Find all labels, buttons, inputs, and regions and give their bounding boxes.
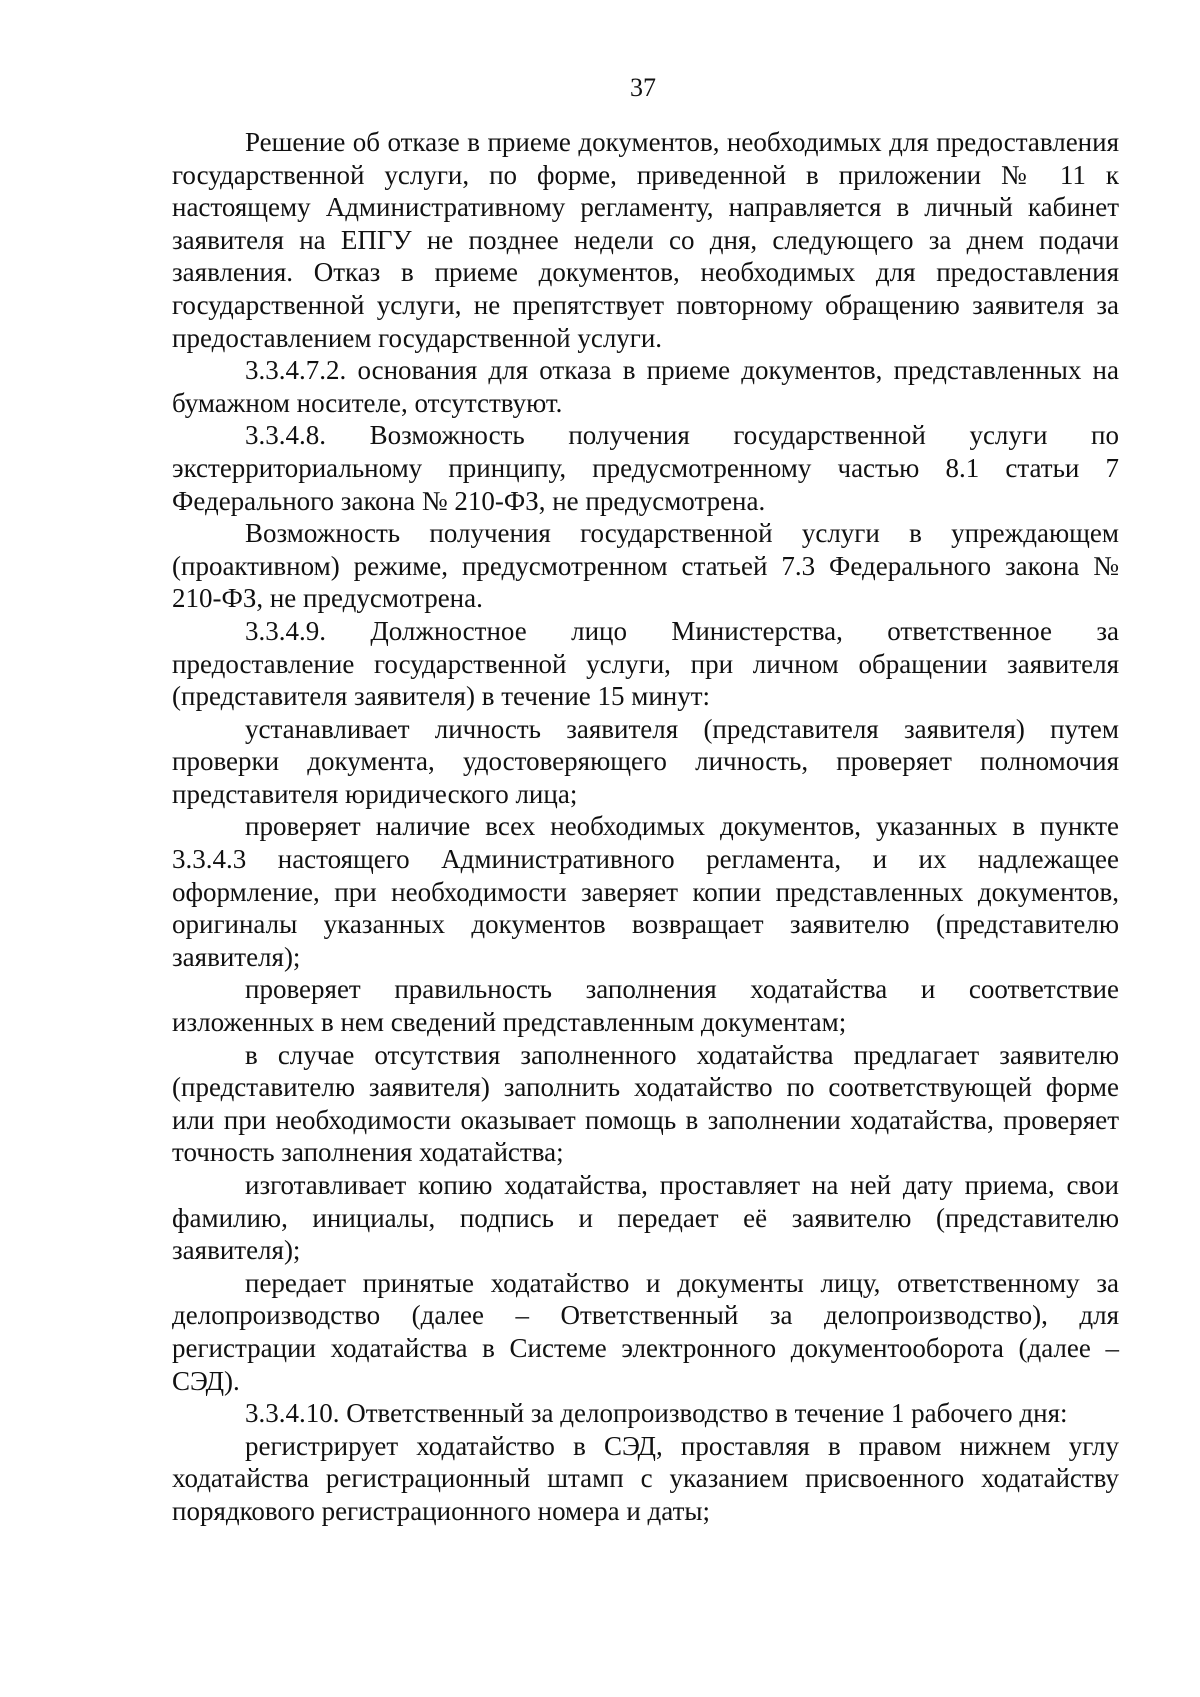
- paragraph-registration: регистрирует ходатайство в СЭД, проставляя в правом нижнем углу ходатайства регистрационный штамп с указанием присвоенного ходатайству порядкового регистрационного номера и даты;: [172, 1430, 1119, 1526]
- paragraph-identity-check: устанавливает личность заявителя (представителя заявителя) путем проверки документа, удостоверяющего личность, проверяет полномочия представителя юридического лица;: [172, 713, 1119, 809]
- document-body: [172, 126, 1119, 1528]
- paragraph-application-filling: в случае отсутствия заполненного ходатайства предлагает заявителю (представителю заявителя) заполнить ходатайство по соответствующей форме или при необходимости оказывает помощь в заполнении ходатайства, проверяет точность заполнения ходатайства;: [172, 1039, 1119, 1168]
- paragraph-3-3-4-7-2: 3.3.4.7.2. основания для отказа в приеме документов, представленных на бумажном носителе, отсутствуют.: [172, 355, 1119, 418]
- paragraph-documents-check: проверяет наличие всех необходимых документов, указанных в пункте 3.3.4.3 настоящего Административного регламента, и их надлежащее оформление, при необходимости заверяет копии представленных документов, оригиналы указанных документов возвращает заявителю (представителю заявителя);: [172, 811, 1119, 972]
- paragraph-3-3-4-8: 3.3.4.8. Возможность получения государственной услуги по экстерриториальному принципу, предусмотренному частью 8.1 статьи 7 Федерального закона № 210-ФЗ, не предусмотрена.: [172, 420, 1119, 516]
- page-number: 37: [630, 73, 656, 102]
- paragraph-transfer-to-records: передает принятые ходатайство и документы лицу, ответственному за делопроизводство (далее – Ответственный за делопроизводство), для регистрации ходатайства в Системе электронного документооборота (далее – СЭД).: [172, 1267, 1119, 1396]
- paragraph-proactive-mode: Возможность получения государственной услуги в упреждающем (проактивном) режиме, предусмотренном статьей 7.3 Федерального закона № 210-ФЗ, не предусмотрена.: [172, 518, 1119, 614]
- paragraph-3-3-4-9: 3.3.4.9. Должностное лицо Министерства, ответственное за предоставление государственной услуги, при личном обращении заявителя (представителя заявителя) в течение 15 минут:: [172, 615, 1119, 712]
- paragraph-application-copy: изготавливает копию ходатайства, проставляет на ней дату приема, свои фамилию, инициалы, подпись и передает её заявителю (представителю заявителя);: [172, 1170, 1119, 1266]
- paragraph-refusal-decision: Решение об отказе в приеме документов, необходимых для предоставления государственной услуги, по форме, приведенной в приложении № 11 к настоящему Административному регламенту, направляется в личный кабинет заявителя на ЕПГУ не позднее недели со дня, следующего за днем подачи заявления. Отказ в приеме документов, необходимых для предоставления государственной услуги, не препятствует повторному обращению заявителя за предоставлением государственной услуги.: [172, 127, 1119, 353]
- paragraph-3-3-4-10: 3.3.4.10. Ответственный за делопроизводство в течение 1 рабочего дня:: [245, 1398, 1068, 1429]
- paragraph-application-check: проверяет правильность заполнения ходатайства и соответствие изложенных в нем сведений представленным документам;: [172, 974, 1119, 1038]
